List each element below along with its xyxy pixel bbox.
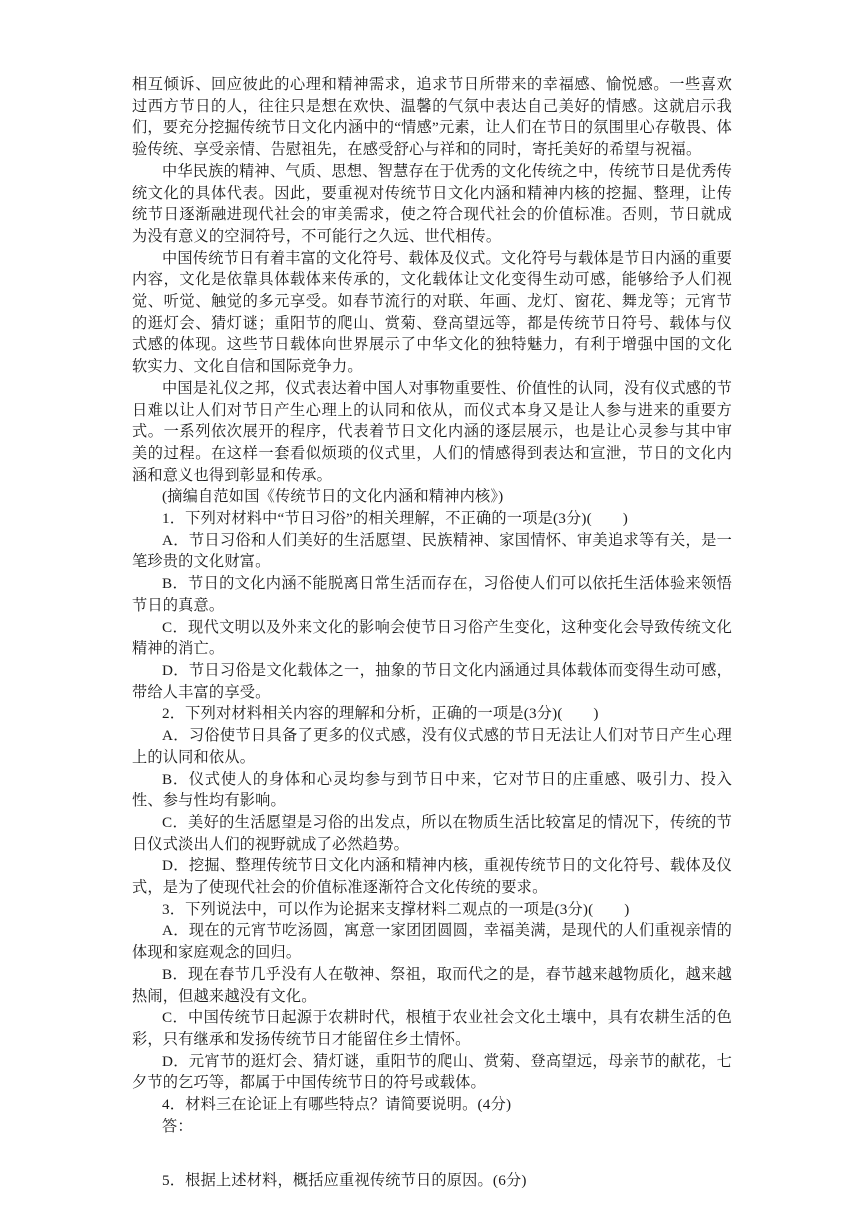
question-3 xyxy=(132,899,732,1094)
passage-paragraph-1: 相互倾诉、回应彼此的心理和精神需求，追求节日所带来的幸福感、愉悦感。一些喜欢过西方节日的人，往往只是想在欢快、温馨的气氛中表达自己美好的情感。这就启示我们，要充分挖掘传统节日文化内涵中的“情感”元素，让人们在节日的氛围里心存敬畏、体验传统、享受亲情、告慰祖先，在感受舒心与祥和的同时，寄托美好的希望与祝福。 xyxy=(132,76,732,159)
question-1-stem: 1．下列对材料中“节日习俗”的相关理解，不正确的一项是(3分)( ) xyxy=(162,510,628,528)
question-3-option-c: C．中国传统节日起源于农耕时代，根植于农业社会文化土壤中，具有农耕生活的色彩，只有继承和发扬传统节日才能留住乡土情怀。 xyxy=(132,1009,732,1048)
question-2-stem: 2．下列对材料相关内容的理解和分析，正确的一项是(3分)( ) xyxy=(162,705,599,723)
question-2-option-b: B．仪式使人的身体和心灵均参与到节日中来，它对节日的庄重感、吸引力、投入性、参与性均有影响。 xyxy=(132,770,732,810)
answer-space xyxy=(132,1137,732,1170)
question-1-option-a: A．节日习俗和人们美好的生活愿望、民族精神、家国情怀、审美追求等有关，是一笔珍贵的文化财富。 xyxy=(132,531,732,571)
question-4-answer-label: 答： xyxy=(162,1117,193,1135)
question-1-option-c: C．现代文明以及外来文化的影响会使节日习俗产生变化，这种变化会导致传统文化精神的消亡。 xyxy=(132,618,732,658)
passage-paragraph-4: 中国是礼仪之邦，仪式表达着中国人对事物重要性、价值性的认同，没有仪式感的节日难以让人们对节日产生心理上的认同和依从，而仪式本身又是让人参与进来的重要方式。一系列依次展开的程序，代表着节日文化内涵的逐层展示，也是让心灵参与其中审美的过程。在这样一套看似烦琐的仪式里，人们的情感得到表达和宣泄，节日的文化内涵和意义也得到彰显和传承。 xyxy=(132,379,732,484)
document-page xyxy=(132,74,732,1192)
question-1-option-b: B．节日的文化内涵不能脱离日常生活而存在，习俗使人们可以依托生活体验来领悟节日的真意。 xyxy=(132,575,732,614)
passage-paragraph-3: 中国传统节日有着丰富的文化符号、载体及仪式。文化符号与载体是节日内涵的重要内容，文化是依靠具体载体来传承的，文化载体让文化变得生动可感，能够给予人们视觉、听觉、触觉的多元享受。如春节流行的对联、年画、龙灯、窗花、舞龙等；元宵节的逛灯会、猜灯谜；重阳节的爬山、赏菊、登高望远等，都是传统节日符号、载体与仪式感的体现。这些节日载体向世界展示了中华文化的独特魅力，有利于增强中国的文化软实力、文化自信和国际竞争力。 xyxy=(132,249,732,376)
question-3-option-d: D．元宵节的逛灯会、猜灯谜，重阳节的爬山、赏菊、登高望远，母亲节的献花，七夕节的乞巧等，都属于中国传统节日的符号或载体。 xyxy=(132,1052,732,1092)
question-3-option-b: B．现在春节几乎没有人在敬神、祭祖，取而代之的是，春节越来越物质化，越来越热闹，但越来越没有文化。 xyxy=(132,965,732,1005)
question-2-option-c: C．美好的生活愿望是习俗的出发点，所以在物质生活比较富足的情况下，传统的节日仪式淡出人们的视野就成了必然趋势。 xyxy=(132,813,732,853)
question-3-option-a: A．现在的元宵节吃汤圆，寓意一家团团圆圆，幸福美满，是现代的人们重视亲情的体现和家庭观念的回归。 xyxy=(132,922,732,962)
question-4 xyxy=(132,1094,732,1137)
passage-paragraph-2: 中华民族的精神、气质、思想、智慧存在于优秀的文化传统之中，传统节日是优秀传统文化的具体代表。因此，要重视对传统节日文化内涵和精神内核的挖掘、整理，让传统节日逐渐融进现代社会的审美需求，使之符合现代社会的价值标准。否则，节日就成为没有意义的空洞符号，不可能行之久远、世代相传。 xyxy=(132,162,732,245)
question-1 xyxy=(132,508,732,703)
question-5-stem: 5．根据上述材料，概括应重视传统节日的原因。(6分) xyxy=(162,1172,527,1190)
question-2-option-a: A．习俗使节日具备了更多的仪式感，没有仪式感的节日无法让人们对节日产生心理上的认同和依从。 xyxy=(132,727,732,766)
question-2 xyxy=(132,703,732,898)
question-5 xyxy=(132,1170,732,1192)
question-3-stem: 3．下列说法中，可以作为论据来支撑材料二观点的一项是(3分)( ) xyxy=(162,900,630,918)
question-4-stem: 4．材料三在论证上有哪些特点？请简要说明。(4分) xyxy=(162,1096,512,1114)
source-citation: (摘编自范如国《传统节日的文化内涵和精神内核》) xyxy=(162,488,504,506)
question-1-option-d: D．节日习俗是文化载体之一，抽象的节日文化内涵通过具体载体而变得生动可感，带给人丰富的享受。 xyxy=(132,661,732,701)
question-2-option-d: D．挖掘、整理传统节日文化内涵和精神内核，重视传统节日的文化符号、载体及仪式，是为了使现代社会的价值标准逐渐符合文化传统的要求。 xyxy=(132,857,732,897)
